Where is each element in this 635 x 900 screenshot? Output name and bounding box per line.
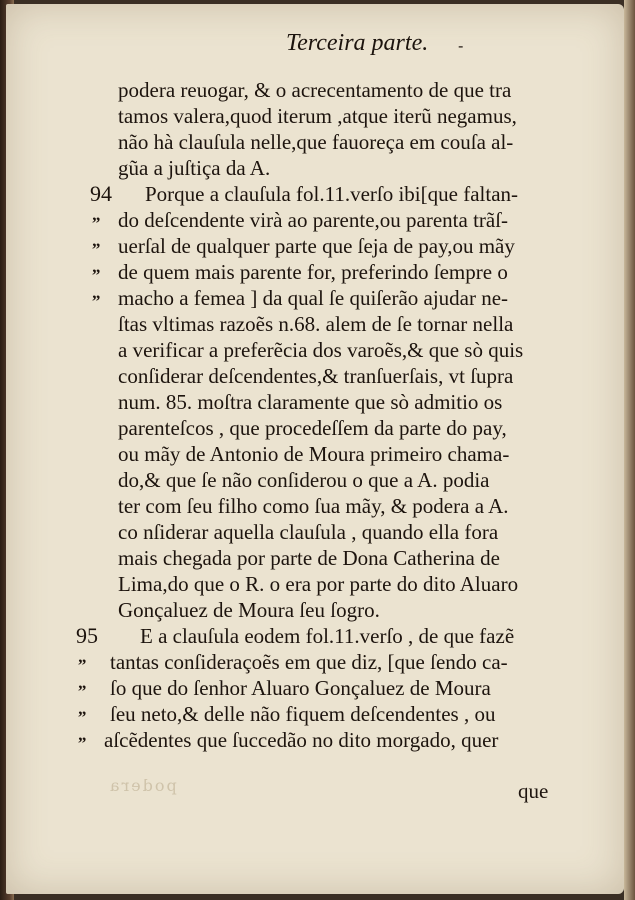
text-line: E a clauſula eodem fol.11.verſo , de que fazẽ bbox=[140, 624, 515, 648]
text-line: de quem mais parente for, preferindo ſempre o bbox=[118, 260, 508, 284]
text-line: gũa a juſtiça da A. bbox=[118, 156, 271, 180]
text-line: ſo que do ſenhor Aluaro Gonçaluez de Moura bbox=[110, 676, 491, 700]
quote-mark: „ bbox=[78, 647, 87, 666]
quote-mark: „ bbox=[92, 257, 101, 276]
text-line: Gonçaluez de Moura ſeu ſogro. bbox=[118, 598, 380, 622]
text-line: ou mãy de Antonio de Moura primeiro chama- bbox=[118, 442, 510, 466]
catchword: que bbox=[518, 779, 549, 803]
text-line: num. 85. moſtra claramente que sò admitio os bbox=[118, 390, 503, 414]
text-line: do,& que ſe não conſiderou o que a A. podia bbox=[118, 468, 490, 492]
margin-number-95: 95 bbox=[76, 623, 98, 648]
margin-number-94: 94 bbox=[90, 181, 112, 206]
quote-mark: „ bbox=[92, 205, 101, 224]
text-line: tantas conſideraçoẽs em que diz, [que ſendo ca- bbox=[110, 650, 508, 674]
text-line: aſcẽdentes que ſuccedão no dito morgado, quer bbox=[104, 728, 499, 752]
text-line: uerſal de qualquer parte que ſeja de pay,ou mãy bbox=[118, 234, 515, 258]
quote-mark: „ bbox=[78, 725, 87, 744]
text-line: não hà clauſula nelle,que fauoreça em couſa al- bbox=[118, 130, 514, 154]
text-line: co nſiderar aquella clauſula , quando ella fora bbox=[118, 520, 499, 544]
quote-mark: „ bbox=[92, 283, 101, 302]
quote-mark: „ bbox=[92, 231, 101, 250]
text-line: ſeu neto,& delle não fiquem deſcendentes , ou bbox=[110, 702, 496, 726]
text-line: a verificar a preferẽcia dos varoẽs,& que sò quis bbox=[118, 338, 524, 362]
text-line: podera reuogar, & o acrecentamento de que tra bbox=[118, 78, 512, 102]
text-line: tamos valera,quod iterum ,atque iterũ negamus, bbox=[118, 104, 517, 128]
text-line: do deſcendente virà ao parente,ou parenta trãſ- bbox=[118, 208, 509, 232]
text-line: parenteſcos , que procedeſſem da parte do pay, bbox=[118, 416, 507, 440]
text-line: Porque a clauſula fol.11.verſo ibi[que faltan- bbox=[145, 182, 519, 206]
text-line: macho a femea ] da qual ſe quiſerão ajudar ne- bbox=[118, 286, 509, 310]
text-line: conſiderar deſcendentes,& tranſuerſais, vt ſupra bbox=[118, 364, 514, 388]
header-dash: - bbox=[458, 36, 464, 55]
bleed-through-text: podera bbox=[108, 776, 177, 795]
text-line: ter com ſeu filho como ſua mãy, & podera a A. bbox=[118, 494, 509, 518]
page-edge bbox=[624, 0, 635, 900]
text-line: ſtas vltimas razoẽs n.68. alem de ſe tornar nella bbox=[118, 312, 514, 336]
quote-mark: „ bbox=[78, 699, 87, 718]
quote-mark: „ bbox=[78, 673, 87, 692]
running-header: Terceira parte. bbox=[286, 30, 429, 56]
text-line: Lima,do que o R. o era por parte do dito Aluaro bbox=[118, 572, 519, 596]
text-line: mais chegada por parte de Dona Catherina de bbox=[118, 546, 500, 570]
